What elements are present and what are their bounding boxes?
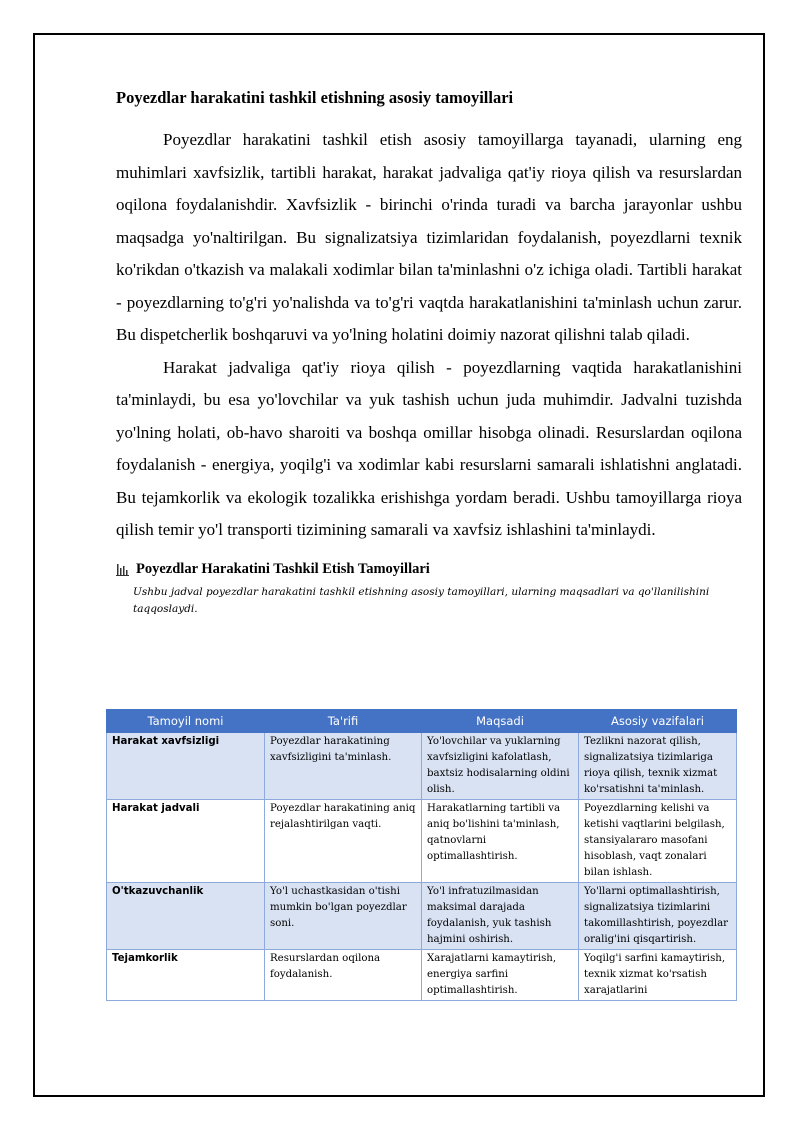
principle-name-cell: Harakat jadvali (107, 800, 265, 883)
principle-name-cell: Tejamkorlik (107, 950, 265, 1001)
table-caption: Ushbu jadval poyezdlar harakatini tashkil etishning asosiy tamoyillari, ularning maqsadlari va qo'llanilishini taqqoslaydi. (133, 585, 710, 615)
document-body (116, 86, 742, 618)
table-cell: Poyezdlar harakatining xavfsizligini ta'minlash. (265, 733, 422, 800)
table-header-row (107, 710, 737, 733)
principles-table-wrapper (106, 709, 736, 1001)
table-cell: Yo'llarni optimallashtirish, signalizatsiya tizimlarini takomillashtirish, poyezdlar oralig'ini qisqartirish. (579, 883, 737, 950)
table-row (107, 950, 737, 1001)
column-header: Maqsadi (422, 710, 579, 733)
paragraph-1: Poyezdlar harakatini tashkil etish asosiy tamoyillarga tayanadi, ularning eng muhimlari xavfsizlik, tartibli harakat, harakat jadvaliga qat'iy rioya qilish va resurslardan oqilona foydalanishdir. Xavfsizlik - birinchi o'rinda turadi va barcha jarayonlar ushbu maqsadga yo'naltirilgan. Bu signalizatsiya tizimlaridan foydalanish, poyezdlarni texnik ko'rikdan o'tkazish va malakali xodimlar bilan ta'minlashni o'z ichiga oladi. Tartibli harakat - poyezdlarning to'g'ri yo'nalishda va to'g'ri vaqtda harakatlanishini ta'minlash uchun zarur. Bu dispetcherlik boshqaruvi va yo'lning holatini doimiy nazorat qilishni talab qiladi. (116, 130, 742, 344)
bar-chart-icon (116, 563, 130, 576)
table-row (107, 733, 737, 800)
principle-name-cell: O'tkazuvchanlik (107, 883, 265, 950)
table-cell: Xarajatlarni kamaytirish, energiya sarfini optimallashtirish. (422, 950, 579, 1001)
table-title-text: Poyezdlar Harakatini Tashkil Etish Tamoyillari (136, 560, 430, 577)
table-row (107, 800, 737, 883)
table-cell: Yo'l uchastkasidan o'tishi mumkin bo'lgan poyezdlar soni. (265, 883, 422, 950)
column-header: Asosiy vazifalari (579, 710, 737, 733)
principle-name-cell: Harakat xavfsizligi (107, 733, 265, 800)
table-cell: Poyezdlarning kelishi va ketishi vaqtlarini belgilash, stansiyalararo masofani hisoblash, vaqt zonalari bilan ishlash. (579, 800, 737, 883)
table-cell: Yo'l infratuzilmasidan maksimal darajada foydalanish, yuk tashish hajmini oshirish. (422, 883, 579, 950)
table-cell: Tezlikni nazorat qilish, signalizatsiya tizimlariga rioya qilish, texnik xizmat ko'rsatishni ta'minlash. (579, 733, 737, 800)
paragraph-2: Harakat jadvaliga qat'iy rioya qilish - poyezdlarning vaqtida harakatlanishini ta'minlaydi, bu esa yo'lovchilar va yuk tashish uchun juda muhimdir. Jadvalni tuzishda yo'lning holati, ob-havo sharoiti va boshqa omillar hisobga olinadi. Resurslardan oqilona foydalanish - energiya, yoqilg'i va xodimlar kabi resurslarni samarali ishlatishni anglatadi. Bu tejamkorlik va ekologik tozalikka erishishga yordam beradi. Ushbu tamoyillarga rioya qilish temir yo'l transporti tizimining samarali va xavfsiz ishlashini ta'minlaydi. (116, 357, 742, 539)
table-title (116, 561, 742, 578)
column-header: Tamoyil nomi (107, 710, 265, 733)
column-header: Ta'rifi (265, 710, 422, 733)
table-cell: Resurslardan oqilona foydalanish. (265, 950, 422, 1001)
table-row (107, 883, 737, 950)
table-cell: Poyezdlar harakatining aniq rejalashtirilgan vaqti. (265, 800, 422, 883)
principles-table (106, 709, 737, 1001)
table-cell: Yoqilg'i sarfini kamaytirish, texnik xizmat ko'rsatish xarajatlarini (579, 950, 737, 1001)
section-heading: Poyezdlar harakatini tashkil etishning asosiy tamoyillari (116, 88, 514, 107)
table-cell: Yo'lovchilar va yuklarning xavfsizligini kafolatlash, baxtsiz hodisalarning oldini olish. (422, 733, 579, 800)
table-cell: Harakatlarning tartibli va aniq bo'lishini ta'minlash, qatnovlarni optimallashtirish. (422, 800, 579, 883)
